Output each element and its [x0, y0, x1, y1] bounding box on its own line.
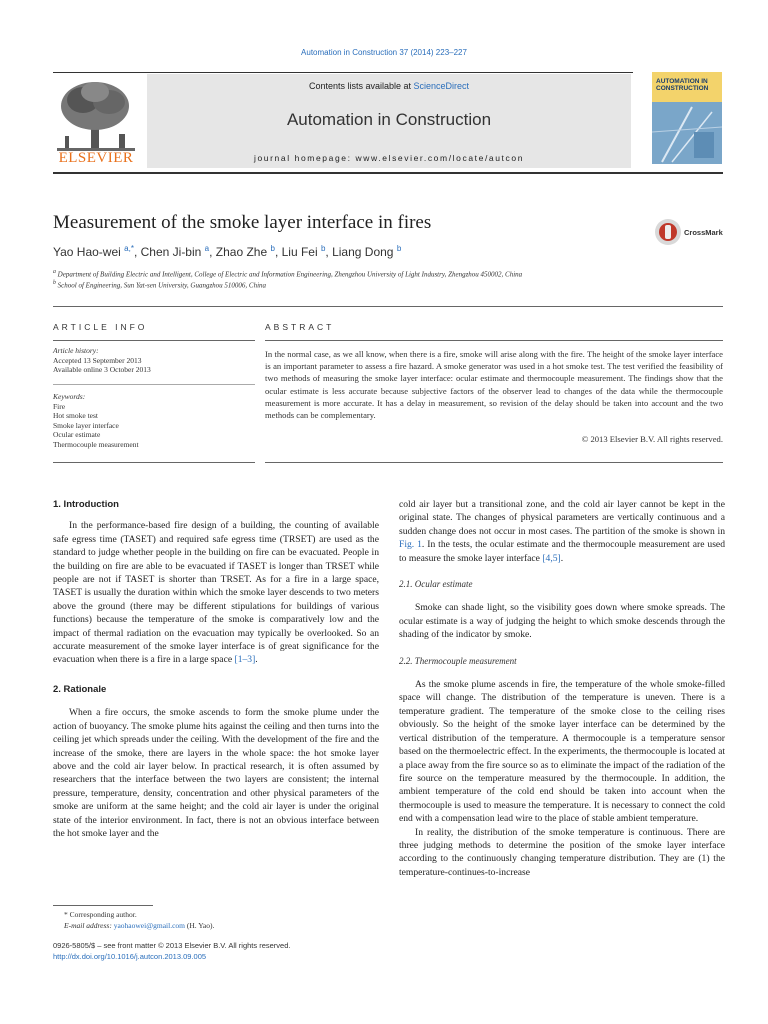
keyword: Thermocouple measurement [53, 439, 139, 449]
author-separator: , [209, 245, 216, 259]
paragraph-text: cold air layer but a transitional zone, and the cold air layer cannot be kept in the original state. The changes of physical parameters are vertically continuous and a sudden change does not occur in most cases. The partition of the smoke is shown in [399, 499, 725, 537]
cover-title: AUTOMATION IN CONSTRUCTION [656, 78, 709, 92]
header-top-rule [53, 72, 633, 73]
author-name: Chen Ji-bin [140, 245, 205, 259]
affiliation-mark: a [53, 269, 56, 275]
author-affiliation-mark[interactable]: a [204, 244, 210, 253]
subsection-heading: 2.1. Ocular estimate [399, 579, 473, 590]
keywords-label: Keywords: [53, 392, 86, 401]
author-name: Liang Dong [332, 245, 397, 259]
keywords-rule [53, 384, 255, 385]
contents-prefix: Contents lists available at [308, 81, 414, 91]
author-affiliation-mark[interactable]: b [320, 244, 326, 253]
doi-text[interactable]: http://dx.doi.org/10.1016/j.autcon.2013.09.005 [53, 952, 207, 961]
author-affiliation-mark[interactable]: a,* [124, 244, 134, 253]
abstract-bottom-rule [265, 462, 723, 463]
homepage-url[interactable]: www.elsevier.com/locate/autcon [355, 153, 525, 163]
abstract-rule [265, 340, 723, 341]
email-label: E-mail address: [64, 921, 112, 930]
citation-link[interactable]: [4,5] [542, 552, 561, 564]
paragraph: When a fire occurs, the smoke ascends to form the smoke plume under the action of buoyancy. The smoke plume hits against the ceiling and then turns into the ceiling jet which spreads under the ceiling. With the development of the fire and the increase of the smoke, there are layers in the whole space: the hot smoke layer above and the cold air layer below. In practical research, it is often assumed by researchers that the interface between the two layers are consistent; the internal pressure, temperature, density, concentration and other physical parameters of the smoke are uniform at the same height; and the cold air layer is under the original state of the interior environment. In fact, there is not an obvious interface between the hot smoke layer and the [53, 707, 379, 839]
paragraph: cold air layer but a transitional zone, and the cold air layer cannot be kept in the original state. The changes of physical parameters are vertically continuous and a sudden change does not occur in most cases. The partition of the smoke is shown in Fig. 1. In the tests, the ocular estimate and the thermocouple measurement are used to measure the smoke layer interface [4,5]. [399, 499, 725, 564]
paragraph: In reality, the distribution of the smoke temperature is continuous. There are three judging methods to determine the position of the smoke layer interface according to the continuously changing temperature distribution. They are (1) the temperature-continues-to-increase [399, 826, 725, 878]
paragraph-text: . In the tests, the ocular estimate and the thermocouple measurement are used to measure the smoke layer interface [399, 539, 725, 564]
paragraph-text: In the performance-based fire design of a building, the counting of available safe egress time (TASET) and required safe egress time (TRSET) are used as the standard to judge whether people in the building on fire can be evacuated. People in the building on fire are able to be evacuated if TASET is longer than TRSET while people are not if TASET is shorter than TRSET. As for a fire in a large space, TASET is usually the duration within which the smoke layer descends to two meters above the ground (there may be different stipulations for buildings of various functions) because the temperature of the smoke is comparatively low and the impact of thermal radiation on the evacuation may typically be overlooked. So an accurate measurement of the smoke layer interface is of great significance for the evacuation when there is a fire in a large space [53, 520, 379, 666]
accepted-date: Accepted 13 September 2013 [53, 355, 142, 365]
journal-title: Automation in Construction [286, 110, 492, 129]
abstract-text: In the normal case, as we all know, when there is a fire, smoke will arise along with the fire. The height of the smoke layer interface is an important parameter to assess a fire hazard. A smoke generator was used in a hot smoke test. The test verified the feasibility of two methods of measuring the smoke layer interface: ocular estimate and thermocouple measurement. The findings show that the ocular estimate is less accurate because subjective factors of the observer lead to changes of the data while the thermocouple measurement is more accurate. It has a delay in measurement, so revision of the delay should be taken into account and the two methods can be complementary. [265, 349, 723, 421]
asterisk-mark: * [64, 910, 68, 919]
affiliation-text: Department of Building Electric and Intelligent, College of Electric and Information Engineering, Zhengzhou University of Light Industry, Zhengzhou 450002, China [57, 270, 523, 279]
article-info-rule [53, 340, 255, 341]
author-name: Zhao Zhe [215, 245, 271, 259]
figure-link[interactable]: Fig. 1 [399, 539, 422, 551]
keywords-block [53, 392, 253, 450]
corresponding-text: Corresponding author. [69, 910, 137, 919]
right-column [399, 498, 725, 879]
author-list [53, 244, 401, 259]
subsection-heading: 2.2. Thermocouple measurement [399, 655, 517, 666]
cover-image [652, 102, 722, 164]
affiliation-mark: b [53, 280, 56, 286]
journal-homepage [147, 153, 631, 163]
abstract-copyright: © 2013 Elsevier B.V. All rights reserved. [581, 434, 723, 444]
article-info-bottom-rule [53, 462, 255, 463]
author-separator: , [325, 245, 333, 259]
keyword: Hot smoke test [53, 411, 98, 421]
article-title: Measurement of the smoke layer interface in fires [53, 212, 432, 233]
author-name: Yao Hao-wei [53, 245, 125, 259]
footnote-rule [53, 905, 153, 906]
history-label: Article history: [53, 346, 99, 355]
author-affiliation-mark[interactable]: b [270, 244, 275, 253]
section-heading: 2. Rationale [53, 683, 107, 695]
header-bottom-rule [53, 172, 723, 174]
paragraph: Smoke can shade light, so the visibility goes down where smoke spreads. The ocular estimate is a way of judging the height to which smoke descends through the shading of the indicator by smoke. [399, 602, 725, 641]
issn-line: 0926-5805/$ – see front matter © 2013 Elsevier B.V. All rights reserved. [53, 941, 291, 950]
journal-reference[interactable]: Automation in Construction 37 (2014) 223–227 [301, 48, 467, 57]
keyword: Smoke layer interface [53, 420, 119, 430]
crossmark-label[interactable]: CrossMark [684, 228, 723, 237]
author-name: Liu Fei [281, 245, 321, 259]
abstract-heading: ABSTRACT [265, 322, 335, 332]
affiliation-text: School of Engineering, Sun Yat-sen University, Guangzhou 510006, China [57, 281, 267, 290]
paragraph: In the performance-based fire design of a building, the counting of available safe egress time (TASET) and required safe egress time (TRSET) are used as the standard to judge whether people in the building on fire can be evacuated. People in the building on fire are able to be evacuated if TASET is longer than TRSET while people are not if TASET is shorter than TRSET. As for a fire in a large space, TASET is usually the duration within which the smoke layer descends to two meters above the ground (there may be different stipulations for buildings of various functions) because the temperature of the smoke is comparatively low and the impact of thermal radiation on the evacuation may typically be overlooked. So an accurate measurement of the smoke layer interface is of great significance for the evacuation when there is a fire in a large space [1–3]. [53, 520, 379, 666]
left-column [53, 498, 379, 840]
corresponding-author-note [64, 910, 137, 919]
contents-line [147, 81, 631, 91]
article-info-heading: ARTICLE INFO [53, 322, 148, 332]
doi-link[interactable] [53, 952, 206, 961]
affiliation-b [53, 280, 266, 289]
email-link[interactable]: yaohaowei@gmail.com [113, 921, 185, 930]
crossmark-icon[interactable] [654, 218, 682, 246]
citation-link[interactable]: [1–3] [234, 654, 256, 666]
keyword: Ocular estimate [53, 430, 101, 440]
author-separator: , [274, 245, 282, 259]
journal-cover-thumbnail[interactable] [652, 72, 722, 164]
sciencedirect-link[interactable]: ScienceDirect [413, 81, 470, 91]
email-note [64, 921, 214, 930]
author-separator: , [133, 245, 141, 259]
elsevier-wordmark: ELSEVIER [58, 150, 134, 166]
homepage-prefix: journal homepage: [253, 153, 356, 163]
affiliation-a [53, 269, 522, 278]
email-suffix: (H. Yao). [186, 921, 215, 930]
keyword: Fire [53, 401, 66, 411]
paragraph: As the smoke plume ascends in fire, the temperature of the whole smoke-filled space will change. The distribution of the temperature is uneven. There is a temperature gradient. The temperature of the smoke close to the ceiling rises obviously. So the height of the smoke layer interface can be determined by the vertical distribution of the temperature. A thermocouple is a temperature sensor based on the thermoelectric effect. In the experiments, the thermocouple is located at a place away from the fire source so as to eliminate the impact of the radiation of the fire source on the temperature measured by the thermocouple. In addition, the ambient temperature of the cold end should be taken into account when the thermocouple is used to measure the temperature. It is necessary to connect the cold end with a compensation lead wire to the place of stable ambient temperature. [399, 679, 725, 825]
available-date: Available online 3 October 2013 [53, 365, 151, 375]
author-affiliation-mark[interactable]: b [396, 244, 402, 253]
section-rule [53, 306, 723, 307]
article-history [53, 346, 253, 375]
section-heading: 1. Introduction [53, 499, 119, 510]
